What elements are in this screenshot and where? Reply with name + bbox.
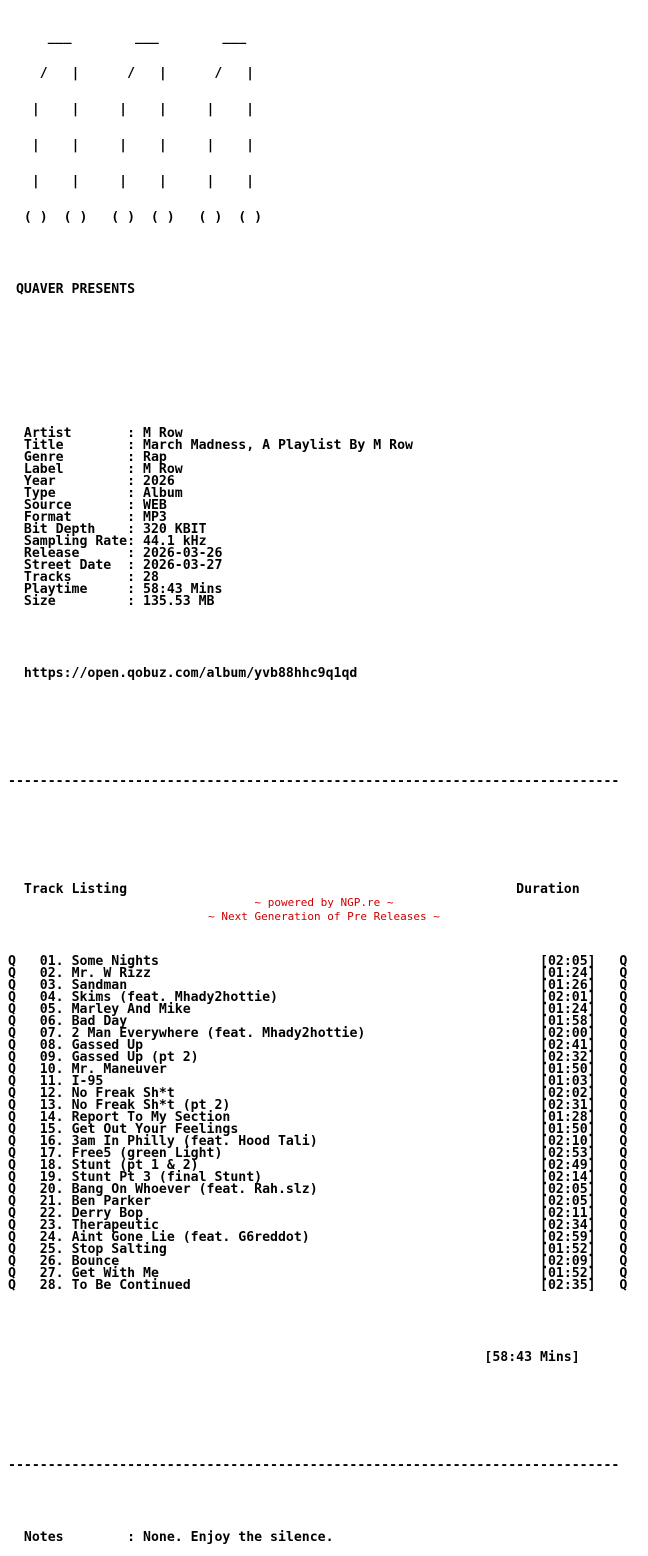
border-char: Q: [619, 1266, 628, 1281]
border-char: Q: [619, 1242, 628, 1257]
border-char: Q: [8, 1230, 16, 1245]
info-value: 135.53 MB: [143, 594, 215, 609]
track-number: 10.: [39, 1062, 64, 1077]
track-number: 20.: [39, 1182, 64, 1197]
track-title: Report To My Section: [71, 1110, 231, 1125]
track-title: Derry Bop: [71, 1206, 144, 1221]
info-row: Label : M Row: [23, 462, 183, 477]
track-duration: [02:10]: [540, 1134, 596, 1149]
track-number: 01.: [39, 954, 64, 969]
notes-text: None. Enjoy the silence.: [143, 1530, 334, 1545]
track-number: 05.: [39, 1002, 64, 1017]
track-title: Get Out Your Feelings: [71, 1122, 239, 1137]
track-title: Bang On Whoever (feat. Rah.slz): [71, 1182, 318, 1197]
track-duration: [02:00]: [540, 1026, 596, 1041]
info-row: Street Date : 2026-03-27: [23, 558, 223, 573]
logo-line: | | | | | |: [8, 138, 255, 153]
track-duration: [02:02]: [540, 1086, 596, 1101]
track-number: 11.: [39, 1074, 64, 1089]
info-value: M Row: [143, 426, 183, 441]
track-duration: [01:50]: [540, 1122, 596, 1137]
track-duration: [02:14]: [540, 1170, 596, 1185]
nfo-document: [8, 8, 627, 1556]
track-number: 06.: [39, 1014, 64, 1029]
info-value: 28: [143, 570, 159, 585]
logo-line: ___ ___ ___: [8, 30, 247, 45]
info-row: Title : March Madness, A Playlist By M Row: [23, 438, 413, 453]
track-number: 19.: [39, 1170, 64, 1185]
border-char: Q: [8, 1038, 16, 1053]
track-title: 2 Man Everywhere (feat. Mhady2hottie): [71, 1026, 366, 1041]
border-char: Q: [8, 1062, 16, 1077]
info-label: Size: [23, 594, 128, 609]
border-char: Q: [8, 1026, 16, 1041]
border-char: Q: [619, 1230, 628, 1245]
border-char: Q: [619, 1098, 628, 1113]
info-label: Artist: [23, 426, 128, 441]
info-row: Bit Depth : 320 KBIT: [23, 522, 207, 537]
track-title: Stunt (pt 1 & 2): [71, 1158, 199, 1173]
track-number: 07.: [39, 1026, 64, 1041]
track-duration: [02:11]: [540, 1206, 596, 1221]
border-char: Q: [8, 1266, 16, 1281]
track-duration: [02:53]: [540, 1146, 596, 1161]
border-char: Q: [619, 966, 628, 981]
info-value: Album: [143, 486, 183, 501]
border-char: Q: [8, 1194, 16, 1209]
info-row: Type : Album: [23, 486, 183, 501]
info-label: Release: [23, 546, 128, 561]
border-char: Q: [8, 1182, 16, 1197]
info-label: Bit Depth: [23, 522, 128, 537]
track-number: 25.: [39, 1242, 64, 1257]
info-label: Playtime: [23, 582, 128, 597]
footer: [0, 896, 648, 924]
info-row: Artist : M Row: [23, 426, 183, 441]
track-duration: [02:09]: [540, 1254, 596, 1269]
border-char: Q: [619, 1206, 628, 1221]
track-title: Marley And Mike: [71, 1002, 191, 1017]
logo-line: | | | | | |: [8, 174, 255, 189]
track-number: 22.: [39, 1206, 64, 1221]
info-value: 2026: [143, 474, 175, 489]
info-value: 44.1 kHz: [143, 534, 207, 549]
total-duration: [58:43 Mins]: [484, 1350, 580, 1365]
border-char: Q: [8, 1146, 16, 1161]
track-duration: [02:05]: [540, 1182, 596, 1197]
track-title: Bad Day: [71, 1014, 128, 1029]
info-label: Source: [23, 498, 128, 513]
logo-line: / | / | / |: [8, 66, 255, 81]
track-duration: [02:41]: [540, 1038, 596, 1053]
track-title: Therapeutic: [71, 1218, 159, 1233]
track-duration: [01:24]: [540, 966, 596, 981]
border-char: Q: [619, 990, 628, 1005]
track-duration: [02:05]: [540, 954, 596, 969]
track-duration: [02:35]: [540, 1278, 596, 1293]
separator: -----------------------------------------------------------------------------: [8, 774, 620, 789]
notes-label: Notes: [23, 1530, 64, 1545]
track-title: Ben Parker: [71, 1194, 151, 1209]
total-duration-row: [8, 1352, 627, 1364]
logo-line: | | | | | |: [8, 102, 255, 117]
track-duration: [02:31]: [540, 1098, 596, 1113]
info-row: Playtime : 58:43 Mins: [23, 582, 223, 597]
track-title: Bounce: [71, 1254, 120, 1269]
info-label: Title: [23, 438, 128, 453]
track-number: 28.: [39, 1278, 64, 1293]
track-title: Get With Me: [71, 1266, 159, 1281]
border-char: Q: [619, 1050, 628, 1065]
border-char: Q: [619, 1278, 628, 1293]
border-char: Q: [8, 990, 16, 1005]
track-row: [8, 1280, 627, 1292]
album-url[interactable]: https://open.qobuz.com/album/yvb88hhc9q1qd: [23, 666, 358, 681]
track-title: No Freak Sh*t: [71, 1086, 175, 1101]
info-value: 2026-03-27: [143, 558, 223, 573]
info-value: M Row: [143, 462, 183, 477]
info-value: WEB: [143, 498, 167, 513]
track-duration: [02:34]: [540, 1218, 596, 1233]
track-duration: [02:59]: [540, 1230, 596, 1245]
border-char: Q: [8, 1122, 16, 1137]
border-char: Q: [8, 1278, 16, 1293]
track-title: Mr. Maneuver: [71, 1062, 167, 1077]
border-char: Q: [8, 1002, 16, 1017]
track-duration: [02:01]: [540, 990, 596, 1005]
info-value: 320 KBIT: [143, 522, 207, 537]
info-row: Source : WEB: [23, 498, 167, 513]
track-duration: [01:26]: [540, 978, 596, 993]
track-title: I-95: [71, 1074, 104, 1089]
border-char: Q: [8, 1014, 16, 1029]
track-title: Mr. W Rizz: [71, 966, 151, 981]
track-duration: [02:49]: [540, 1158, 596, 1173]
track-number: 09.: [39, 1050, 64, 1065]
track-number: 24.: [39, 1230, 64, 1245]
info-label: Street Date: [23, 558, 128, 573]
border-char: Q: [619, 1110, 628, 1125]
logo-line: ( ) ( ) ( ) ( ) ( ) ( ): [8, 210, 263, 225]
info-value: 58:43 Mins: [143, 582, 223, 597]
info-row: Tracks : 28: [23, 570, 159, 585]
border-char: Q: [619, 1074, 628, 1089]
track-number: 08.: [39, 1038, 64, 1053]
track-title: Free5 (green Light): [71, 1146, 223, 1161]
border-char: Q: [8, 1086, 16, 1101]
track-duration: [01:50]: [540, 1062, 596, 1077]
border-char: Q: [619, 1254, 628, 1269]
track-listing-title: Track Listing: [23, 882, 128, 897]
info-row: Genre : Rap: [23, 450, 167, 465]
info-row: Year : 2026: [23, 474, 175, 489]
border-char: Q: [8, 1170, 16, 1185]
info-label: Type: [23, 486, 128, 501]
track-title: Stop Salting: [71, 1242, 167, 1257]
track-title: To Be Continued: [71, 1278, 191, 1293]
info-label: Year: [23, 474, 128, 489]
track-title: Gassed Up: [71, 1038, 144, 1053]
track-number: 13.: [39, 1098, 64, 1113]
track-title: 3am In Philly (feat. Hood Tali): [71, 1134, 318, 1149]
release-info: [8, 428, 627, 608]
info-label: Genre: [23, 450, 128, 465]
notes-row: Notes : None. Enjoy the silence.: [23, 1530, 334, 1545]
track-number: 17.: [39, 1146, 64, 1161]
border-char: Q: [619, 1146, 628, 1161]
border-char: Q: [8, 954, 16, 969]
info-row: Size : 135.53 MB: [23, 594, 215, 609]
border-char: Q: [619, 1170, 628, 1185]
border-char: Q: [619, 1026, 628, 1041]
duration-header: Duration: [516, 882, 580, 897]
track-number: 03.: [39, 978, 64, 993]
track-number: 27.: [39, 1266, 64, 1281]
border-char: Q: [8, 1254, 16, 1269]
border-char: Q: [8, 1098, 16, 1113]
track-number: 23.: [39, 1218, 64, 1233]
track-title: No Freak Sh*t (pt 2): [71, 1098, 231, 1113]
border-char: Q: [8, 1110, 16, 1125]
track-duration: [02:32]: [540, 1050, 596, 1065]
track-number: 21.: [39, 1194, 64, 1209]
track-number: 12.: [39, 1086, 64, 1101]
track-title: Gassed Up (pt 2): [71, 1050, 199, 1065]
footer-tagline: ~ Next Generation of Pre Releases ~: [208, 910, 440, 923]
presenter-title: QUAVER PRESENTS: [15, 282, 136, 297]
track-listing-header: [8, 884, 627, 896]
info-label: Sampling Rate: [23, 534, 128, 549]
border-char: Q: [8, 966, 16, 981]
border-char: Q: [8, 1206, 16, 1221]
border-char: Q: [619, 1218, 628, 1233]
info-value: Rap: [143, 450, 167, 465]
border-char: Q: [8, 1218, 16, 1233]
border-char: Q: [619, 1014, 628, 1029]
track-number: 14.: [39, 1110, 64, 1125]
track-duration: [01:28]: [540, 1110, 596, 1125]
track-number: 15.: [39, 1122, 64, 1137]
border-char: Q: [8, 1158, 16, 1173]
border-char: Q: [619, 1038, 628, 1053]
track-title: Stunt Pt 3 (final Stunt): [71, 1170, 263, 1185]
footer-powered-by: ~ powered by NGP.re ~: [254, 896, 394, 909]
track-duration: [01:58]: [540, 1014, 596, 1029]
track-number: 02.: [39, 966, 64, 981]
track-title: Skims (feat. Mhady2hottie): [71, 990, 278, 1005]
track-duration: [02:05]: [540, 1194, 596, 1209]
track-title: Some Nights: [71, 954, 159, 969]
track-number: 16.: [39, 1134, 64, 1149]
track-title: Aint Gone Lie (feat. G6reddot): [71, 1230, 310, 1245]
track-number: 18.: [39, 1158, 64, 1173]
border-char: Q: [8, 1050, 16, 1065]
info-row: Sampling Rate: 44.1 kHz: [23, 534, 207, 549]
track-duration: [01:24]: [540, 1002, 596, 1017]
border-char: Q: [619, 1182, 628, 1197]
border-char: Q: [619, 1158, 628, 1173]
border-char: Q: [619, 1134, 628, 1149]
border-char: Q: [619, 954, 628, 969]
border-char: Q: [619, 1194, 628, 1209]
info-row: Release : 2026-03-26: [23, 546, 223, 561]
separator: -----------------------------------------------------------------------------: [8, 1458, 620, 1473]
border-char: Q: [619, 1086, 628, 1101]
track-title: Sandman: [71, 978, 128, 993]
track-number: 04.: [39, 990, 64, 1005]
track-duration: [01:52]: [540, 1266, 596, 1281]
border-char: Q: [619, 978, 628, 993]
track-duration: [01:52]: [540, 1242, 596, 1257]
track-list: [8, 956, 627, 1292]
info-label: Label: [23, 462, 128, 477]
border-char: Q: [619, 1002, 628, 1017]
border-char: Q: [8, 1074, 16, 1089]
info-row: Format : MP3: [23, 510, 167, 525]
info-label: Tracks: [23, 570, 128, 585]
border-char: Q: [8, 978, 16, 993]
track-duration: [01:03]: [540, 1074, 596, 1089]
border-char: Q: [8, 1242, 16, 1257]
border-char: Q: [619, 1122, 628, 1137]
info-value: March Madness, A Playlist By M Row: [143, 438, 413, 453]
info-label: Format: [23, 510, 128, 525]
border-char: Q: [8, 1134, 16, 1149]
info-value: 2026-03-26: [143, 546, 223, 561]
track-number: 26.: [39, 1254, 64, 1269]
border-char: Q: [619, 1062, 628, 1077]
info-value: MP3: [143, 510, 167, 525]
